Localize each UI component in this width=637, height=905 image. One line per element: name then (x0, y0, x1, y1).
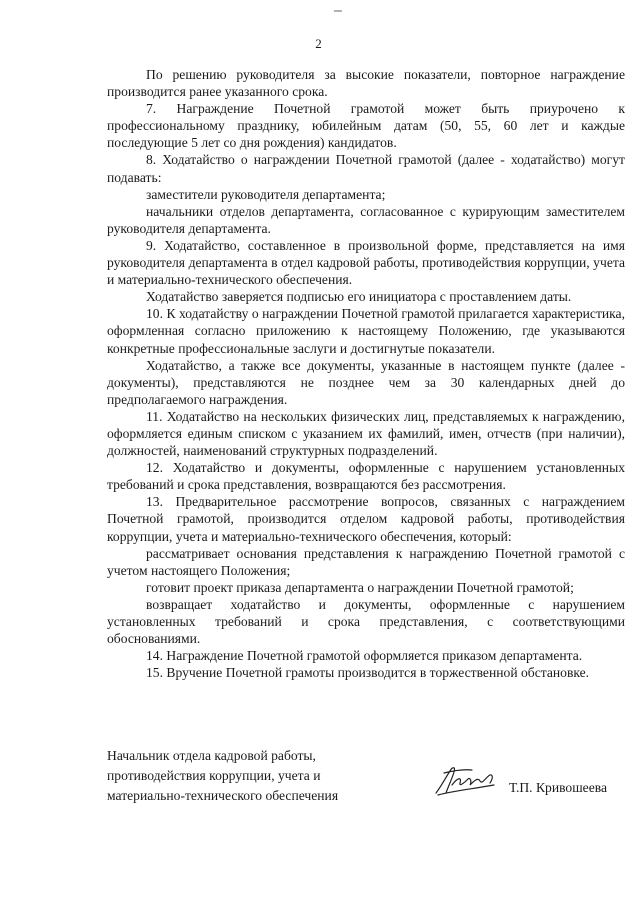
signatory-title-line: противодействия коррупции, учета и (107, 768, 321, 783)
paragraph: 14. Награждение Почетной грамотой оформляется приказом департамента. (146, 648, 583, 664)
scan-mark (333, 0, 343, 4)
paragraph: 13. Предварительное рассмотрение вопросов, связанных с награждением Почетной грамотой, производится отделом кадровой работы, противодействия коррупции, учета и материально-технического обеспечения, который: (107, 494, 625, 544)
paragraph: рассматривает основания представления к награждению Почетной грамотой с учетом настоящего Положения; (107, 545, 625, 578)
paragraph: начальники отделов департамента, согласованное с курирующим заместителем руководителя департамента. (107, 203, 625, 236)
paragraph: Ходатайство, а также все документы, указанные в настоящем пункте (далее - документы), представляются не позднее чем за 30 календарных дней до предполагаемого награждения. (107, 357, 625, 407)
signatory-name: Т.П. Кривошеева (509, 780, 608, 795)
paragraph: 7. Награждение Почетной грамотой может быть приурочено к профессиональному празднику, юбилейным датам (50, 55, 60 лет и каждые последующие 5 лет со дня рождения) кандидатов. (107, 101, 625, 151)
paragraph: возвращает ходатайство и документы, оформленные с нарушением установленных требований и срока представления, с соответствующими обоснованиями. (107, 596, 625, 647)
paragraph: готовит проект приказа департамента о награждении Почетной грамотой; (146, 579, 574, 595)
paragraph: заместители руководителя департамента; (146, 186, 386, 202)
signatory-title (107, 746, 407, 806)
signatory-title-line: Начальник отдела кадровой работы, (107, 748, 316, 763)
paragraph: По решению руководителя за высокие показатели, повторное награждение производится ранее указанного срока. (107, 67, 625, 100)
paragraph: Ходатайство заверяется подписью его инициатора с проставлением даты. (146, 289, 572, 305)
paragraph: 10. К ходатайству о награждении Почетной грамотой прилагается характеристика, оформленная согласно приложению к настоящему Положению, где указываются конкретные профессиональные заслуги и достигнутые показатели. (107, 306, 625, 356)
signatory-title-line: материально-технического обеспечения (107, 788, 339, 803)
paragraph: 11. Ходатайство на нескольких физических лиц, представляемых к награждению, оформляется единым списком с указанием их фамилий, имен, отчеств (при наличии), должностей, наименований структурных подразделений. (107, 408, 625, 459)
paragraph: 9. Ходатайство, составленное в произвольной форме, представляется на имя руководителя департамента в отдел кадровой работы, противодействия коррупции, учета и материально-технического обеспечения. (107, 237, 625, 288)
paragraph: 8. Ходатайство о награждении Почетной грамотой (далее - ходатайство) могут подавать: (107, 152, 625, 185)
handwritten-signature (432, 763, 502, 799)
paragraph: 15. Вручение Почетной грамоты производится в торжественной обстановке. (146, 665, 590, 681)
paragraph: 12. Ходатайство и документы, оформленные с нарушением установленных требований и срока представления, возвращаются без рассмотрения. (107, 460, 625, 493)
page-number: 2 (315, 36, 322, 51)
document-body (107, 66, 625, 681)
